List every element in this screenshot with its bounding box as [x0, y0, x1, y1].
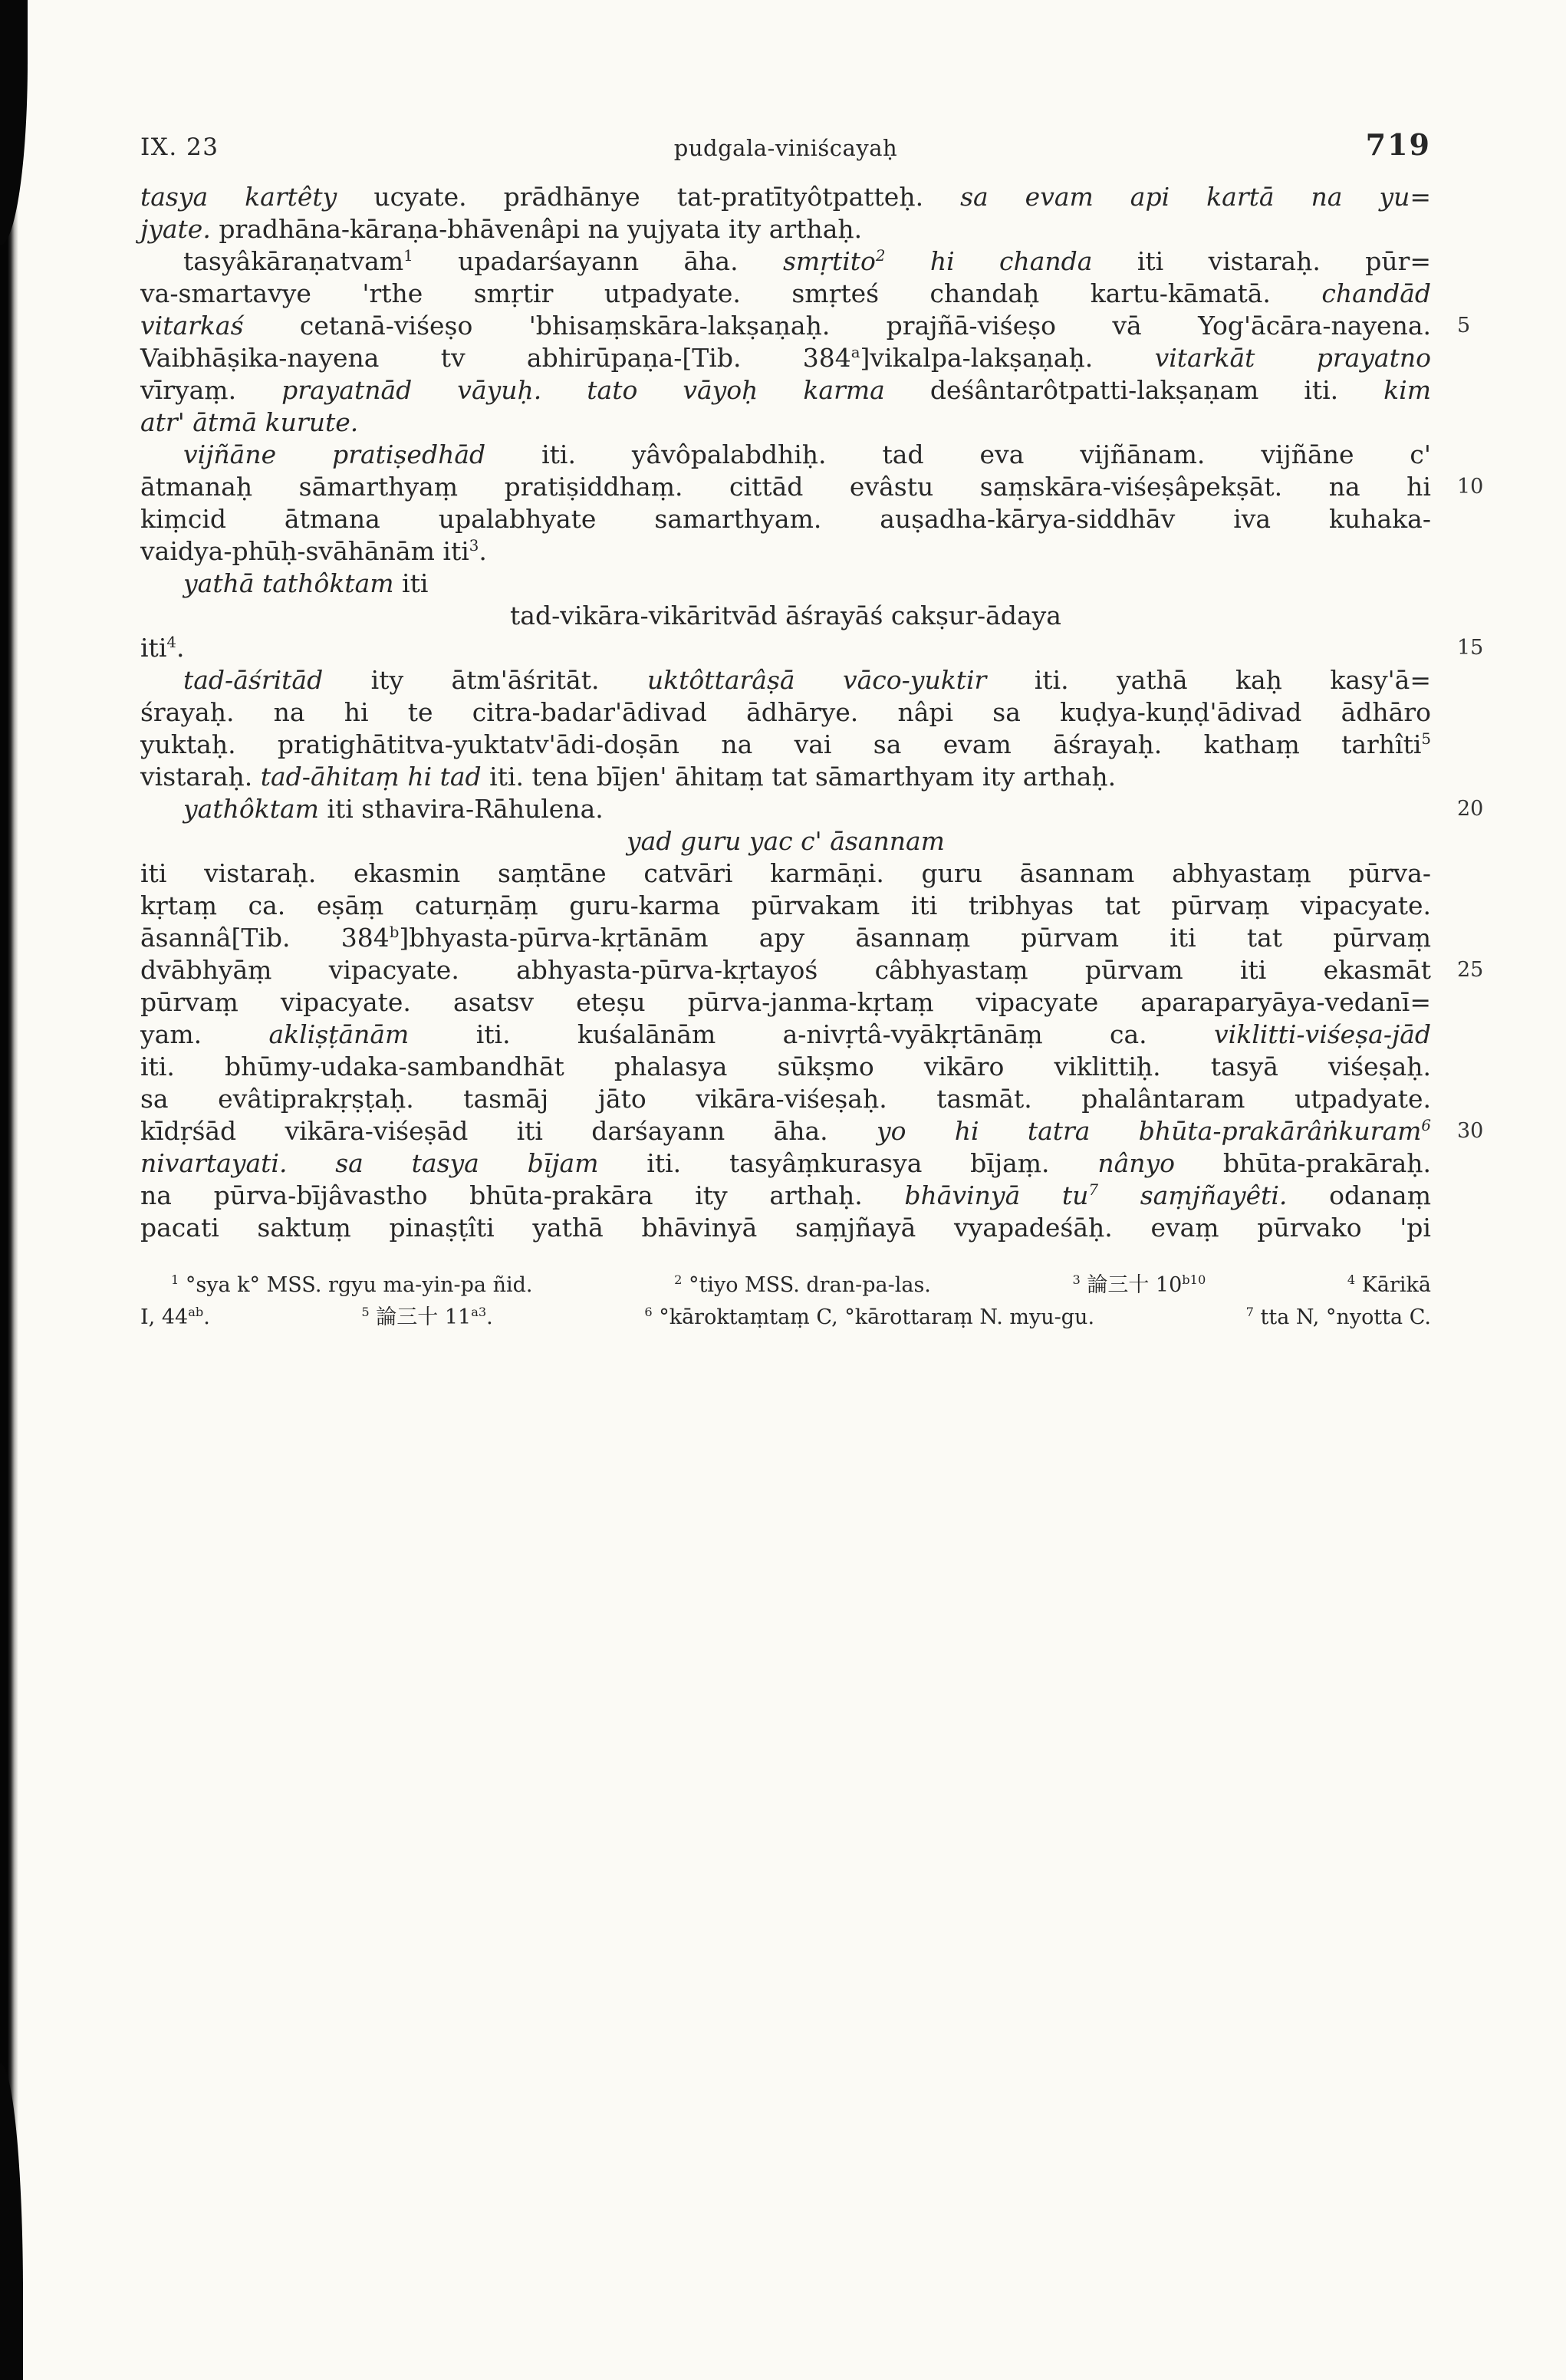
footnote-item [1347, 1269, 1431, 1302]
text-run: kīdṛśād vikāra-viśeṣād iti darśayann āha. [140, 1116, 877, 1146]
text-run: vistaraḥ. [140, 762, 261, 792]
text-run: tad-āśritād [183, 665, 324, 695]
text-run: jyate. [140, 214, 211, 244]
text-run: sa evâtiprakṛṣṭaḥ. tasmāj jāto vikāra-viśeṣaḥ. tasmāt. phalântaram utpadyate. [140, 1084, 1431, 1114]
text-run: saṃjñayêti. [1098, 1180, 1288, 1210]
text-line [140, 1147, 1431, 1180]
superscript-ref: 6 [644, 1305, 653, 1319]
text-run: hi chanda [885, 246, 1093, 276]
text-run: nivartayati. sa tasya bījam [140, 1148, 599, 1178]
superscript-ref: a [850, 344, 860, 361]
text-run: nânyo [1097, 1148, 1176, 1178]
text-run: iti vistaraḥ. ekasmin saṃtāne catvāri karmāṇi. guru āsannam abhyastaṃ pūrva- [140, 858, 1431, 888]
superscript-ref: 6 [1421, 1117, 1431, 1134]
page-number: 719 [1365, 127, 1431, 162]
text-line [140, 245, 1431, 278]
text-line [140, 310, 1431, 342]
text-run: pūrvaṃ vipacyate. asatsv eteṣu pūrva-janma-kṛtaṃ vipacyate aparaparyāya-vedanī= [140, 987, 1431, 1017]
superscript-ref: ab [188, 1305, 204, 1319]
text-run: yam. [140, 1019, 269, 1049]
text-run: ity ātm'āśritāt. [323, 665, 647, 695]
text-line [140, 568, 1431, 600]
scan-edge-bottom-blob [0, 2063, 23, 2380]
text-run: bhāvinyā tu [904, 1180, 1089, 1210]
text-line [140, 1019, 1431, 1051]
text-run: iti [393, 568, 429, 598]
text-line [140, 181, 1431, 213]
text-run: ]bhyasta-pūrva-kṛtānām apy āsannaṃ pūrvam iti tat pūrvaṃ [399, 923, 1431, 953]
text-run: iti vistaraḥ. pūr= [1092, 246, 1431, 276]
text-run: upadarśayann āha. [413, 246, 783, 276]
superscript-ref: 2 [875, 247, 886, 265]
superscript-ref: 5 [361, 1305, 370, 1319]
text-line [140, 600, 1431, 632]
footnote-item [644, 1302, 1094, 1334]
text-line [140, 1083, 1431, 1115]
superscript-ref: 1 [403, 247, 413, 265]
text-run: °kāroktaṃtaṃ C, °kārottaraṃ N. myu-gu. [652, 1305, 1095, 1329]
text-run: tasyâkāraṇatvam [183, 246, 404, 276]
text-run: iti [140, 633, 167, 663]
text-run: odanaṃ [1287, 1180, 1431, 1210]
text-run: iti. tena bījen' āhitaṃ tat sāmarthyam ity arthaḥ. [481, 762, 1117, 792]
footnote-item [171, 1269, 533, 1302]
superscript-ref: 3 [1072, 1272, 1081, 1287]
text-run: yathôktam [183, 794, 319, 824]
text-run: 論三十 10 [1080, 1273, 1183, 1297]
text-run: . [479, 536, 487, 566]
text-run: pradhāna-kāraṇa-bhāvenâpi na yujyata ity arthaḥ. [210, 214, 863, 244]
text-run: yad guru yac c' āsannam [627, 826, 945, 856]
text-run: deśântarôtpatti-lakṣaṇam iti. [884, 375, 1384, 405]
text-run: akliṣṭānām [268, 1019, 410, 1049]
text-run: tta N, °nyotta C. [1253, 1305, 1431, 1329]
footnote-section [140, 1269, 1431, 1334]
footnote-item [1246, 1302, 1431, 1334]
text-run: iti. yâvôpalabdhiḥ. tad eva vijñānam. vijñāne c' [485, 439, 1431, 469]
line-number: 30 [1457, 1119, 1484, 1143]
scan-edge-top-blob [0, 0, 28, 245]
text-run: dvābhyāṃ vipacyate. abhyasta-pūrva-kṛtayoś câbhyastaṃ pūrvam iti ekasmāt [140, 955, 1431, 985]
footnote-item [361, 1302, 492, 1334]
text-line [140, 1180, 1431, 1212]
scan-edge-base [0, 0, 18, 2380]
text-run: Kārikā [1355, 1273, 1431, 1297]
running-title: pudgala-viniścayaḥ [673, 135, 898, 161]
text-line [140, 374, 1431, 407]
text-run: . [486, 1305, 493, 1329]
superscript-ref: 4 [166, 634, 176, 651]
text-run: vitarkāt prayatno [1154, 343, 1431, 373]
text-run: cetanā-viśeṣo 'bhisaṃskāra-lakṣaṇaḥ. prajñā-viśeṣo vā Yog'ācāra-nayena. [243, 311, 1431, 341]
superscript-ref: 3 [469, 537, 479, 555]
text-line [140, 922, 1431, 954]
text-line [140, 1115, 1431, 1147]
text-run: tasya kartêty [140, 182, 337, 212]
page-header [140, 127, 1431, 167]
text-run: va-smartavye 'rthe smṛtir utpadyate. smṛteś chandaḥ kartu-kāmatā. [140, 278, 1322, 308]
text-run: vijñāne pratiṣedhād [183, 439, 486, 469]
section-number: IX. 23 [140, 133, 219, 161]
text-run: I, 44 [140, 1305, 189, 1329]
text-run: smṛtito [782, 246, 876, 276]
superscript-ref: b [389, 923, 400, 941]
text-line [140, 664, 1431, 696]
text-line [140, 986, 1431, 1019]
text-run: . [176, 633, 185, 663]
text-run: vaidya-phūḥ-svāhānām iti [140, 536, 469, 566]
text-run: śrayaḥ. na hi te citra-badar'ādivad ādhārye. nâpi sa kuḍya-kuṇḍ'ādivad ādhāro [140, 697, 1431, 727]
text-run: pacati saktuṃ pinaṣṭîti yathā bhāvinyā saṃjñayā vyapadeśāḥ. evaṃ pūrvako 'pi [140, 1213, 1431, 1243]
text-line [140, 1212, 1431, 1244]
text-run: kṛtaṃ ca. eṣāṃ caturṇāṃ guru-karma pūrvakam iti tribhyas tat pūrvaṃ vipacyate. [140, 890, 1431, 920]
superscript-ref: 7 [1088, 1181, 1099, 1199]
text-run: tad-āhitaṃ hi tad [260, 762, 482, 792]
text-line [140, 825, 1431, 858]
text-run: ]vikalpa-lakṣaṇaḥ. [860, 343, 1155, 373]
superscript-ref: b10 [1182, 1272, 1206, 1287]
footnote-row [140, 1302, 1431, 1334]
text-run: ucyate. prādhānye tat-pratītyôtpatteḥ. [337, 182, 961, 212]
superscript-ref: 2 [674, 1272, 683, 1287]
text-run: iti. tasyâṃkurasya bījaṃ. [598, 1148, 1098, 1178]
footnote-item [674, 1269, 931, 1302]
text-line [140, 858, 1431, 890]
superscript-ref: 5 [1421, 730, 1431, 748]
text-run: prayatnād vāyuḥ. tato vāyoḥ karma [281, 375, 885, 405]
text-run: kiṃcid ātmana upalabhyate samarthyam. auṣadha-kārya-siddhāv iva kuhaka- [140, 504, 1431, 534]
text-run: bhūta-prakāraḥ. [1175, 1148, 1431, 1178]
text-run: tad-vikāra-vikāritvād āśrayāś cakṣur-ādaya [510, 601, 1061, 630]
text-run: atr' ātmā kurute. [140, 407, 359, 437]
text-run: kim [1383, 375, 1432, 405]
text-line [140, 439, 1431, 471]
text-run: sa evam api kartā na yu= [960, 182, 1431, 212]
text-run: yo hi tatra bhūta-prakārâṅkuram [876, 1116, 1422, 1146]
text-run: chandād [1321, 278, 1431, 308]
text-run: . [203, 1305, 210, 1329]
text-line [140, 407, 1431, 439]
superscript-ref: 7 [1245, 1305, 1254, 1319]
text-run: viklitti-viśeṣa-jād [1214, 1019, 1431, 1049]
text-line [140, 342, 1431, 374]
text-run: iti sthavira-Rāhulena. [318, 794, 604, 824]
footnote-item [1072, 1269, 1206, 1302]
footnote-row [140, 1269, 1431, 1302]
line-number: 5 [1457, 314, 1471, 337]
text-line [140, 503, 1431, 535]
line-number: 25 [1457, 958, 1484, 982]
text-line [140, 729, 1431, 761]
text-line [140, 793, 1431, 825]
text-run: uktôttarâṣā vāco-yuktir [646, 665, 987, 695]
line-number: 20 [1457, 797, 1484, 821]
text-line [140, 535, 1431, 568]
superscript-ref: 4 [1347, 1272, 1356, 1287]
text-line [140, 1051, 1431, 1083]
text-run: iti. kuśalānām a-nivṛtâ-vyākṛtānāṃ ca. [409, 1019, 1215, 1049]
text-line [140, 761, 1431, 793]
superscript-ref: 1 [171, 1272, 179, 1287]
text-line [140, 890, 1431, 922]
text-line [140, 696, 1431, 729]
body-text [140, 181, 1431, 1244]
superscript-ref: a3 [471, 1305, 487, 1319]
text-run: iti. yathā kaḥ kasy'ā= [986, 665, 1431, 695]
text-run: yuktaḥ. pratighātitva-yuktatv'ādi-doṣān na vai sa evam āśrayaḥ. kathaṃ tarhîti [140, 729, 1422, 759]
text-run: iti. bhūmy-udaka-sambandhāt phalasya sūkṣmo vikāro viklittiḥ. tasyā viśeṣaḥ. [140, 1052, 1431, 1081]
text-run: ātmanaḥ sāmarthyaṃ pratiṣiddhaṃ. cittād evâstu saṃskāra-viśeṣâpekṣāt. na hi [140, 472, 1431, 502]
text-run: vitarkaś [140, 311, 244, 341]
text-line [140, 632, 1431, 664]
text-line [140, 954, 1431, 986]
text-run: 論三十 11 [369, 1305, 472, 1329]
text-run: °tiyo MSS. dran-pa-las. [682, 1273, 931, 1297]
text-run: vīryaṃ. [140, 375, 282, 405]
text-line [140, 471, 1431, 503]
footnote-item [140, 1302, 210, 1334]
line-number: 15 [1457, 636, 1484, 660]
text-line [140, 278, 1431, 310]
text-run: na pūrva-bījâvastho bhūta-prakāra ity arthaḥ. [140, 1180, 905, 1210]
text-run: yathā tathôktam [183, 568, 394, 598]
text-run: Vaibhāṣika-nayena tv abhirūpaṇa-[Tib. 384 [140, 343, 851, 373]
text-run: āsannâ[Tib. 384 [140, 923, 390, 953]
text-line [140, 213, 1431, 245]
line-number: 10 [1457, 475, 1484, 499]
text-run: °sya k° MSS. rgyu ma-yin-pa ñid. [179, 1273, 533, 1297]
